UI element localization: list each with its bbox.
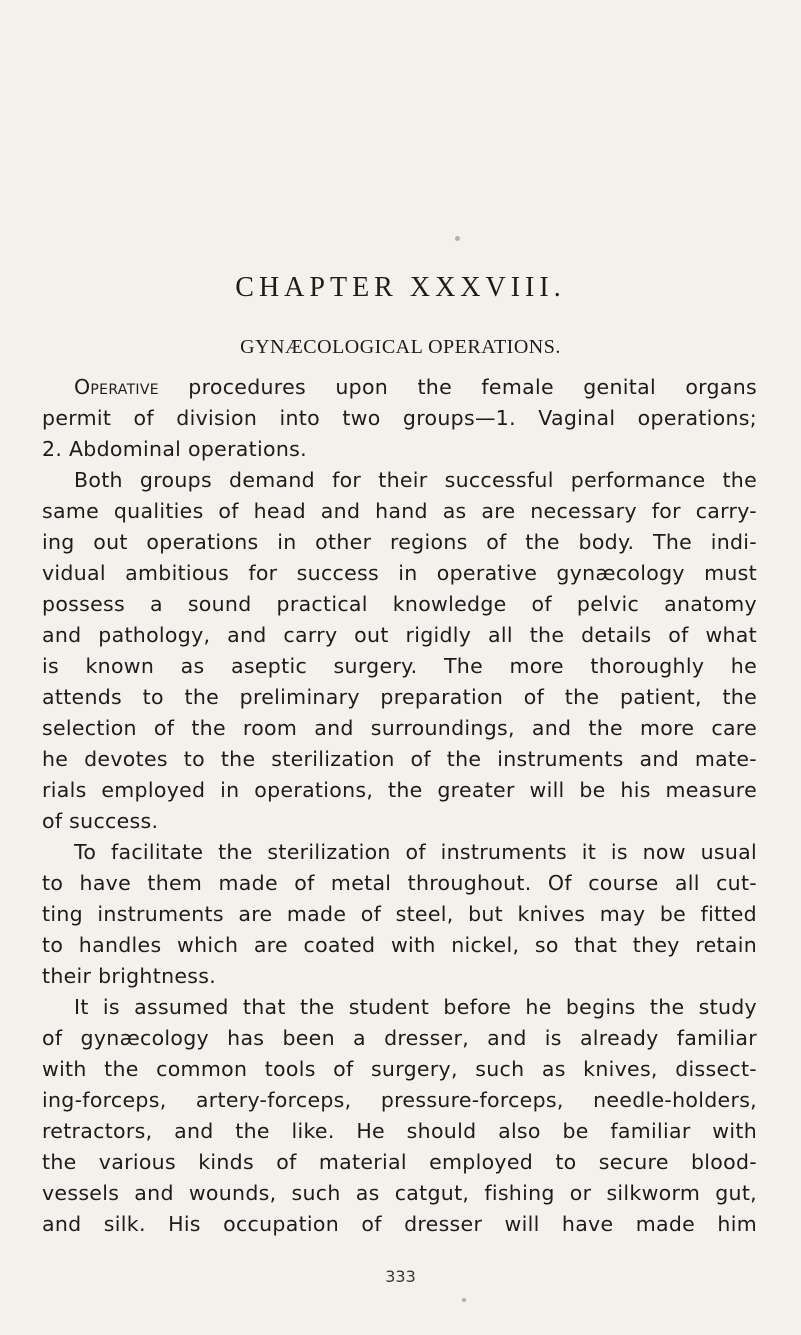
text-line: rials employed in operations, the greater will be his measure [42,778,757,802]
text-line: It is assumed that the student before he begins the study [74,995,757,1019]
text-line: selection of the room and surroundings, and the more care [42,716,757,740]
chapter-title: CHAPTER XXXVIII. [235,272,566,303]
text-line: of gynæcology has been a dresser, and is already familiar [42,1026,757,1050]
text-line: permit of division into two groups—1. Vaginal operations; [42,406,757,430]
text-line: of success. [42,809,159,833]
lead-word: Operative [74,375,159,399]
ink-speck [462,1298,466,1302]
ink-speck [455,236,460,241]
text-line: ing out operations in other regions of the body. The indi- [42,530,757,554]
text-line: vidual ambitious for success in operative gynæcology must [42,561,757,585]
text-line: ting instruments are made of steel, but knives may be fitted [42,902,757,926]
text-line: their brightness. [42,964,217,988]
body-text [42,372,757,1240]
page-number: 333 [385,1267,416,1286]
section-heading: GYNÆCOLOGICAL OPERATIONS. [240,336,561,358]
text-line: 2. Abdominal operations. [42,437,307,461]
text-line: Both groups demand for their successful performance the [74,468,757,492]
text-line: attends to the preliminary preparation of the patient, the [42,685,757,709]
text-line: vessels and wounds, such as catgut, fishing or silkworm gut, [42,1181,757,1205]
text-line: possess a sound practical knowledge of pelvic anatomy [42,592,757,616]
text-line: to have them made of metal throughout. Of course all cut- [42,871,757,895]
text-line: retractors, and the like. He should also be familiar with [42,1119,757,1143]
text-line: the various kinds of material employed to secure blood- [42,1150,757,1174]
text-line: and silk. His occupation of dresser will have made him [42,1212,757,1236]
text-line: to handles which are coated with nickel, so that they retain [42,933,757,957]
text-line: Operative procedures upon the female genital organs [74,375,757,399]
text-line: To facilitate the sterilization of instruments it is now usual [74,840,757,864]
text-line: is known as aseptic surgery. The more thoroughly he [42,654,757,678]
text-line: ing-forceps, artery-forceps, pressure-forceps, needle-holders, [42,1088,757,1112]
text-line: same qualities of head and hand as are necessary for carry- [42,499,757,523]
text-line: with the common tools of surgery, such as knives, dissect- [42,1057,757,1081]
text-line: he devotes to the sterilization of the instruments and mate- [42,747,757,771]
text-line: and pathology, and carry out rigidly all the details of what [42,623,757,647]
